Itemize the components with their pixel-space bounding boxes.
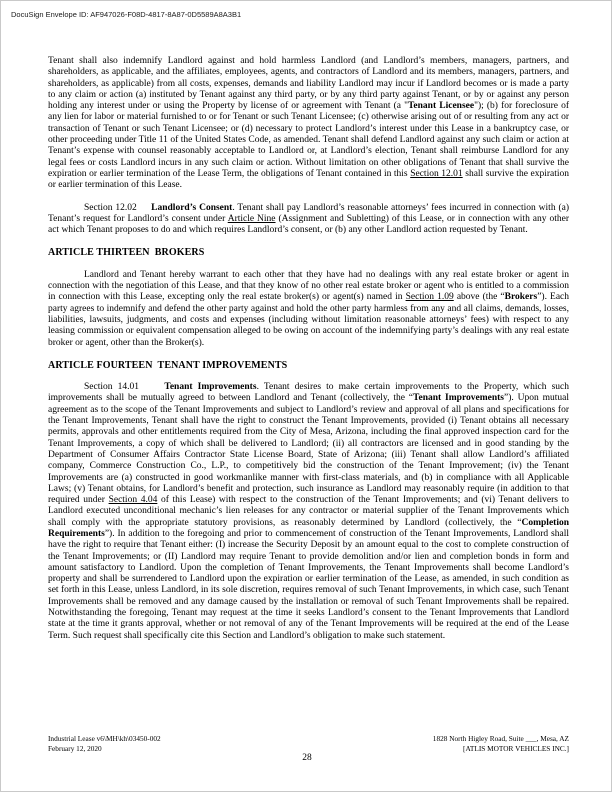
text-run: Tenant shall also indemnify Landlord against and hold harmless Landlord (and Landlord’s members, managers, partners, and shareholders, as applicable, and the affiliates, employees, agents, and contractors of Landlord and its members, managers, partners, and shareholders, as applicable) from all costs, expenses, demands and liability Landlord may incur if Landlord becomes or is made a party to any claim or action (a) instituted by Tenant against any third party, or by any third party against Tenant, or by or against any person holding any interest under or using the Property by license of or agreement with Tenant (a " <box>48 56 569 112</box>
defined-term: ARTICLE FOURTEEN TENANT IMPROVEMENTS <box>48 359 288 371</box>
text-run: ”). Each party agrees to indemnify and defend the other party against and hold the other party harmless from any and all claims, demands, losses, liabilities, lawsuits, judgments, and costs and expenses (including without limitation reasonable attorneys’ fees) with respect to any leasing commission or equivalent compensation alleged to be owing on account of the indemnifying party’s dealings with any real estate broker or agent, other than the Broker(s). <box>48 292 569 348</box>
section-reference: Article Nine <box>227 213 276 224</box>
article-heading <box>48 360 569 371</box>
text-run: . Tenant shall pay Landlord’s reasonable attorneys’ fees incurred in connection with (a) Tenant’s request for Landlord’s consent under <box>48 202 569 224</box>
footer-doc-date-line: February 12, 2020 <box>48 743 102 753</box>
text-run: above (the “ <box>453 292 505 303</box>
text-run: "); (b) for foreclosure of any lien for labor or material furnished to or for Tenant or such Tenant Licensee; (c) otherwise arising out of or resulting from any act or transaction of Tenant or such Tenant Licensee; or (d) necessary to protect Landlord’s interest under this Lease in a bankruptcy case, or other proceeding under Title 11 of the United States Code, as amended. Tenant shall defend Landlord against any such claim or action at Tenant’s expense with counsel reasonably acceptable to Landlord or, at Landlord’s election, Tenant shall reimburse Landlord for any legal fees or costs Landlord incurs in any such claim or action. Without limitation on other obligations of Tenant that shall survive the expiration or earlier termination of the Lease Term, the obligations of Tenant contained in this <box>48 101 570 179</box>
article-heading <box>48 247 569 258</box>
text-run: Landlord and Tenant hereby warrant to each other that they have had no dealings with any real estate broker or agent in connection with the negotiation of this Lease, and that they know of no other real estate broker or agent who is entitled to a commission in connection with this Lease, excepting only the real estate broker(s) or agent(s) named in <box>48 269 569 303</box>
text-run: shall survive the expiration or earlier termination of this Lease. <box>48 168 570 191</box>
paragraph <box>48 56 569 192</box>
defined-term: ARTICLE THIRTEEN BROKERS <box>48 247 205 259</box>
page-footer <box>48 734 569 753</box>
defined-term: Landlord’s Consent <box>151 202 233 213</box>
text-run: Section 12.02 <box>84 202 152 213</box>
section-reference: Section 1.09 <box>405 292 454 303</box>
defined-term: Completion Requirements <box>48 517 569 539</box>
footer-tenant-name: [ATLIS MOTOR VEHICLES INC.] <box>463 743 569 753</box>
text-run: of this Lease) with respect to the construction of the Tenant Improvements; and (vi) Tenant delivers to Landlord executed unconditional mechanic’s lien releases for any contractor or material supplier of the Tenant Improvements which shall comply with the appropriate statutory provisions, as reasonably determined by Landlord (collectively, the “ <box>48 495 569 528</box>
footer-doc-ref-line: Industrial Lease v6\MH\kh\03450-002 <box>48 734 161 743</box>
text-run: Section 14.01 <box>84 382 165 393</box>
paragraph <box>48 203 569 237</box>
paragraph <box>48 270 569 349</box>
footer-property-reference <box>433 734 569 753</box>
text-run: ”). Upon mutual agreement as to the scope of the Tenant Improvements and subject to Landlord’s review and approval of all plans and specifications for the Tenant Improvements, Tenant shall have the right to construct the Tenant Improvements, provided (i) Tenant obtains all necessary permits, approvals and other entitlements required from the City of Mesa, Arizona, including the final approved inspection card for the Tenant Improvements, a copy of which shall be delivered to Landlord; (ii) all contractors are licensed and in good standing by the Department of Consumer Affairs Contractor State License Board, State of Arizona; (iii) Tenant shall allow Landlord’s affiliated company, Commerce Construction Co., L.P., to competitively bid the construction of the Tenant Improvement; (iv) the Tenant Improvements are (a) constructed in good workmanlike manner with first-class materials, and (b) in compliance with all Applicable Laws; (v) Tenant obtains, for Landlord’s benefit and protection, such insurance as Landlord may reasonably require (in addition to that required under <box>48 393 569 506</box>
paragraph <box>48 382 569 642</box>
defined-term: Tenant Improvements <box>413 393 504 404</box>
section-reference: Section 4.04 <box>108 495 158 506</box>
defined-term: Tenant Improvements <box>164 382 257 393</box>
footer-document-reference <box>48 734 161 753</box>
text-run: . Tenant desires to make certain improvements to the Property, which such improvements shall be mutually agreed to between Landlord and Tenant (collectively, the “ <box>48 382 570 404</box>
page-number: 28 <box>302 753 312 763</box>
section-reference: Section 12.01 <box>410 168 463 179</box>
docusign-envelope-id: DocuSign Envelope ID: AF947026-F08D-4817-8A87-0D5589A8A3B1 <box>11 10 242 19</box>
text-run: ”). In addition to the foregoing and prior to commencement of construction of the Tenant Improvements, Landlord shall have the right to require that Tenant either: (I) increase the Security Deposit by an amount equal to the cost to complete construction of the Tenant Improvements; or (II) Landlord may require Tenant to provide demolition and/or lien and completion bonds in form and amount satisfactory to Landlord. Upon the completion of Tenant Improvements, the Tenant Improvements shall become Landlord’s property and shall be surrendered to Landlord upon the expiration or earlier termination of the Lease, as amended, in such condition as set forth in this Lease, unless Landlord, in its sole discretion, requires removal of such Tenant Improvements, in which case, such Tenant Improvements shall be removed and any damage caused by the installation or removal of such Tenant Improvements shall be repaired. Notwithstanding the foregoing, Tenant may request at the time it seeks Landlord’s consent to the Tenant Improvements that Landlord state at the time it grants approval, whether or not removal of any of the Tenant Improvements will be required at the end of the Lease Term. Such request shall specifically cite this Section and Landlord’s obligation to make such statement. <box>48 528 569 641</box>
defined-term: Brokers <box>504 292 538 303</box>
defined-term: Tenant Licensee <box>407 101 475 112</box>
document-body <box>48 56 569 653</box>
footer-property-address: 1828 North Higley Road, Suite ___, Mesa, AZ <box>432 734 569 743</box>
text-run: (Assignment and Subletting) of this Lease, or in connection with any other act which Tenant proposes to do and which requires Landlord’s consent, or (b) any other Landlord action requested by Tenant. <box>48 213 570 236</box>
